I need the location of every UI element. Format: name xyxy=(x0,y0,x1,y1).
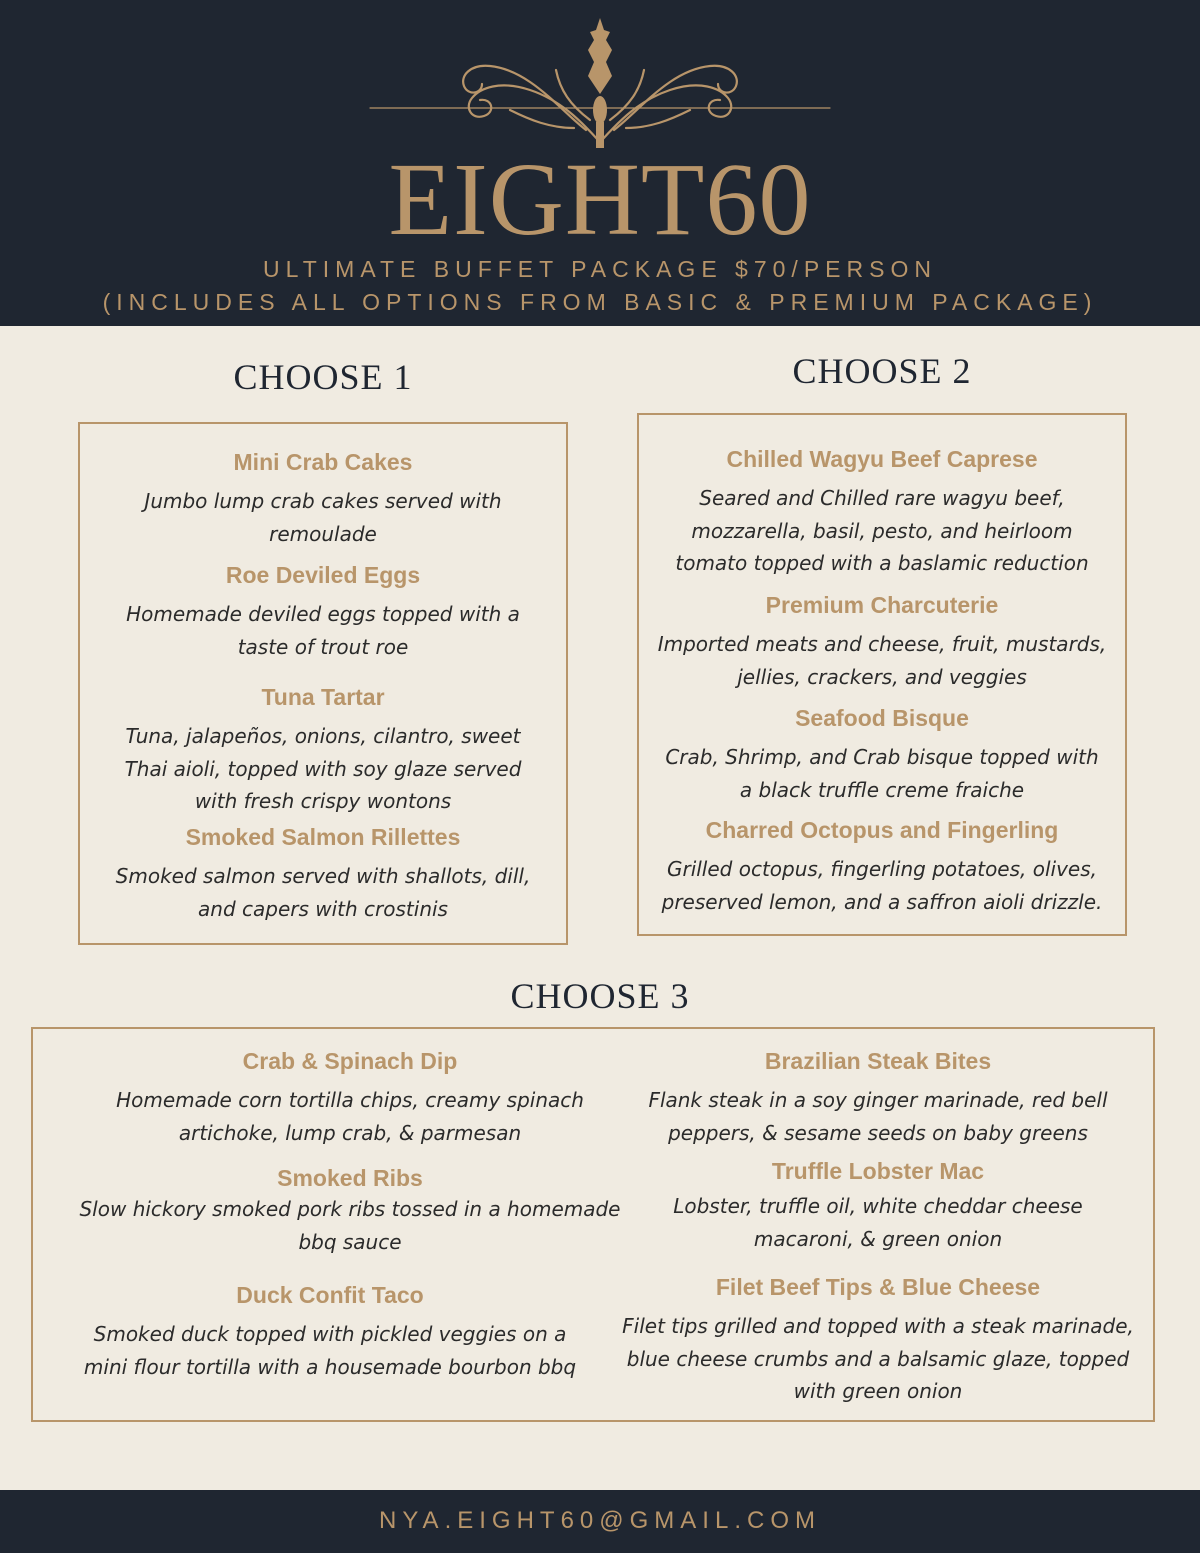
item-name: Charred Octopus and Fingerling xyxy=(705,817,1059,843)
choose3-title: CHOOSE 3 xyxy=(510,976,690,1016)
item-name: Premium Charcuterie xyxy=(765,592,999,618)
menu-item xyxy=(98,822,548,925)
item-description: Homemade deviled eggs topped with a taste of trout roe xyxy=(126,602,520,659)
item-description: Slow hickory smoked pork ribs tossed in a homemade bbq sauce xyxy=(79,1197,621,1254)
menu-item xyxy=(606,1272,1150,1408)
item-description: Imported meats and cheese, fruit, mustards, jellies, crackers, and veggies xyxy=(657,632,1107,689)
item-description: Smoked duck topped with pickled veggies on a mini flour tortilla with a housemade bourbon bbq xyxy=(83,1322,577,1379)
item-name: Smoked Ribs xyxy=(277,1165,423,1191)
menu-item xyxy=(70,1046,630,1149)
menu-item xyxy=(652,444,1112,580)
item-name: Crab & Spinach Dip xyxy=(242,1048,458,1074)
menu-item xyxy=(652,815,1112,918)
item-description: Smoked salmon served with shallots, dill, and capers with crostinis xyxy=(115,864,531,921)
ornament-icon xyxy=(360,10,840,150)
contact-email[interactable]: NYA.EIGHT60@GMAIL.COM xyxy=(379,1507,821,1534)
item-name: Seafood Bisque xyxy=(795,705,969,731)
menu-item xyxy=(98,682,548,818)
brand-title: EIGHT60 xyxy=(388,142,812,257)
item-name: Tuna Tartar xyxy=(261,684,385,710)
choose2-title: CHOOSE 2 xyxy=(792,351,972,391)
menu-item xyxy=(652,703,1112,806)
item-name: Smoked Salmon Rillettes xyxy=(185,824,461,850)
item-name: Mini Crab Cakes xyxy=(233,449,413,475)
menu-item xyxy=(652,590,1112,693)
item-name: Chilled Wagyu Beef Caprese xyxy=(726,446,1038,472)
package-title: ULTIMATE BUFFET PACKAGE $70/PERSON xyxy=(263,256,937,282)
item-description: Grilled octopus, fingerling potatoes, olives, preserved lemon, and a saffron aioli drizzle. xyxy=(661,857,1103,914)
item-description: Flank steak in a soy ginger marinade, red bell peppers, & sesame seeds on baby greens xyxy=(648,1088,1108,1145)
item-name: Roe Deviled Eggs xyxy=(225,562,421,588)
menu-item xyxy=(70,1280,590,1383)
item-description: Seared and Chilled rare wagyu beef, mozzarella, basil, pesto, and heirloom tomato topped with a baslamic reduction xyxy=(675,486,1089,575)
item-description: Tuna, jalapeños, onions, cilantro, sweet Thai aioli, topped with soy glaze served with fresh crispy wontons xyxy=(124,724,522,813)
item-name: Brazilian Steak Bites xyxy=(764,1048,992,1074)
menu-item xyxy=(70,1163,630,1258)
menu-item xyxy=(606,1046,1150,1149)
item-description: Jumbo lump crab cakes served with remoulade xyxy=(144,489,502,546)
choose1-title: CHOOSE 1 xyxy=(233,357,413,397)
menu-item xyxy=(98,560,548,663)
item-name: Duck Confit Taco xyxy=(236,1282,424,1308)
menu-item xyxy=(606,1156,1150,1255)
package-note: (INCLUDES ALL OPTIONS FROM BASIC & PREMIUM PACKAGE) xyxy=(102,289,1098,315)
item-name: Filet Beef Tips & Blue Cheese xyxy=(715,1274,1041,1300)
item-description: Lobster, truffle oil, white cheddar cheese macaroni, & green onion xyxy=(673,1194,1083,1251)
item-description: Homemade corn tortilla chips, creamy spinach artichoke, lump crab, & parmesan xyxy=(116,1088,584,1145)
item-name: Truffle Lobster Mac xyxy=(771,1158,985,1184)
menu-item xyxy=(98,447,548,550)
item-description: Filet tips grilled and topped with a steak marinade, blue cheese crumbs and a balsamic glaze, topped with green onion xyxy=(622,1314,1134,1403)
item-description: Crab, Shrimp, and Crab bisque topped with a black truffle creme fraiche xyxy=(665,745,1099,802)
